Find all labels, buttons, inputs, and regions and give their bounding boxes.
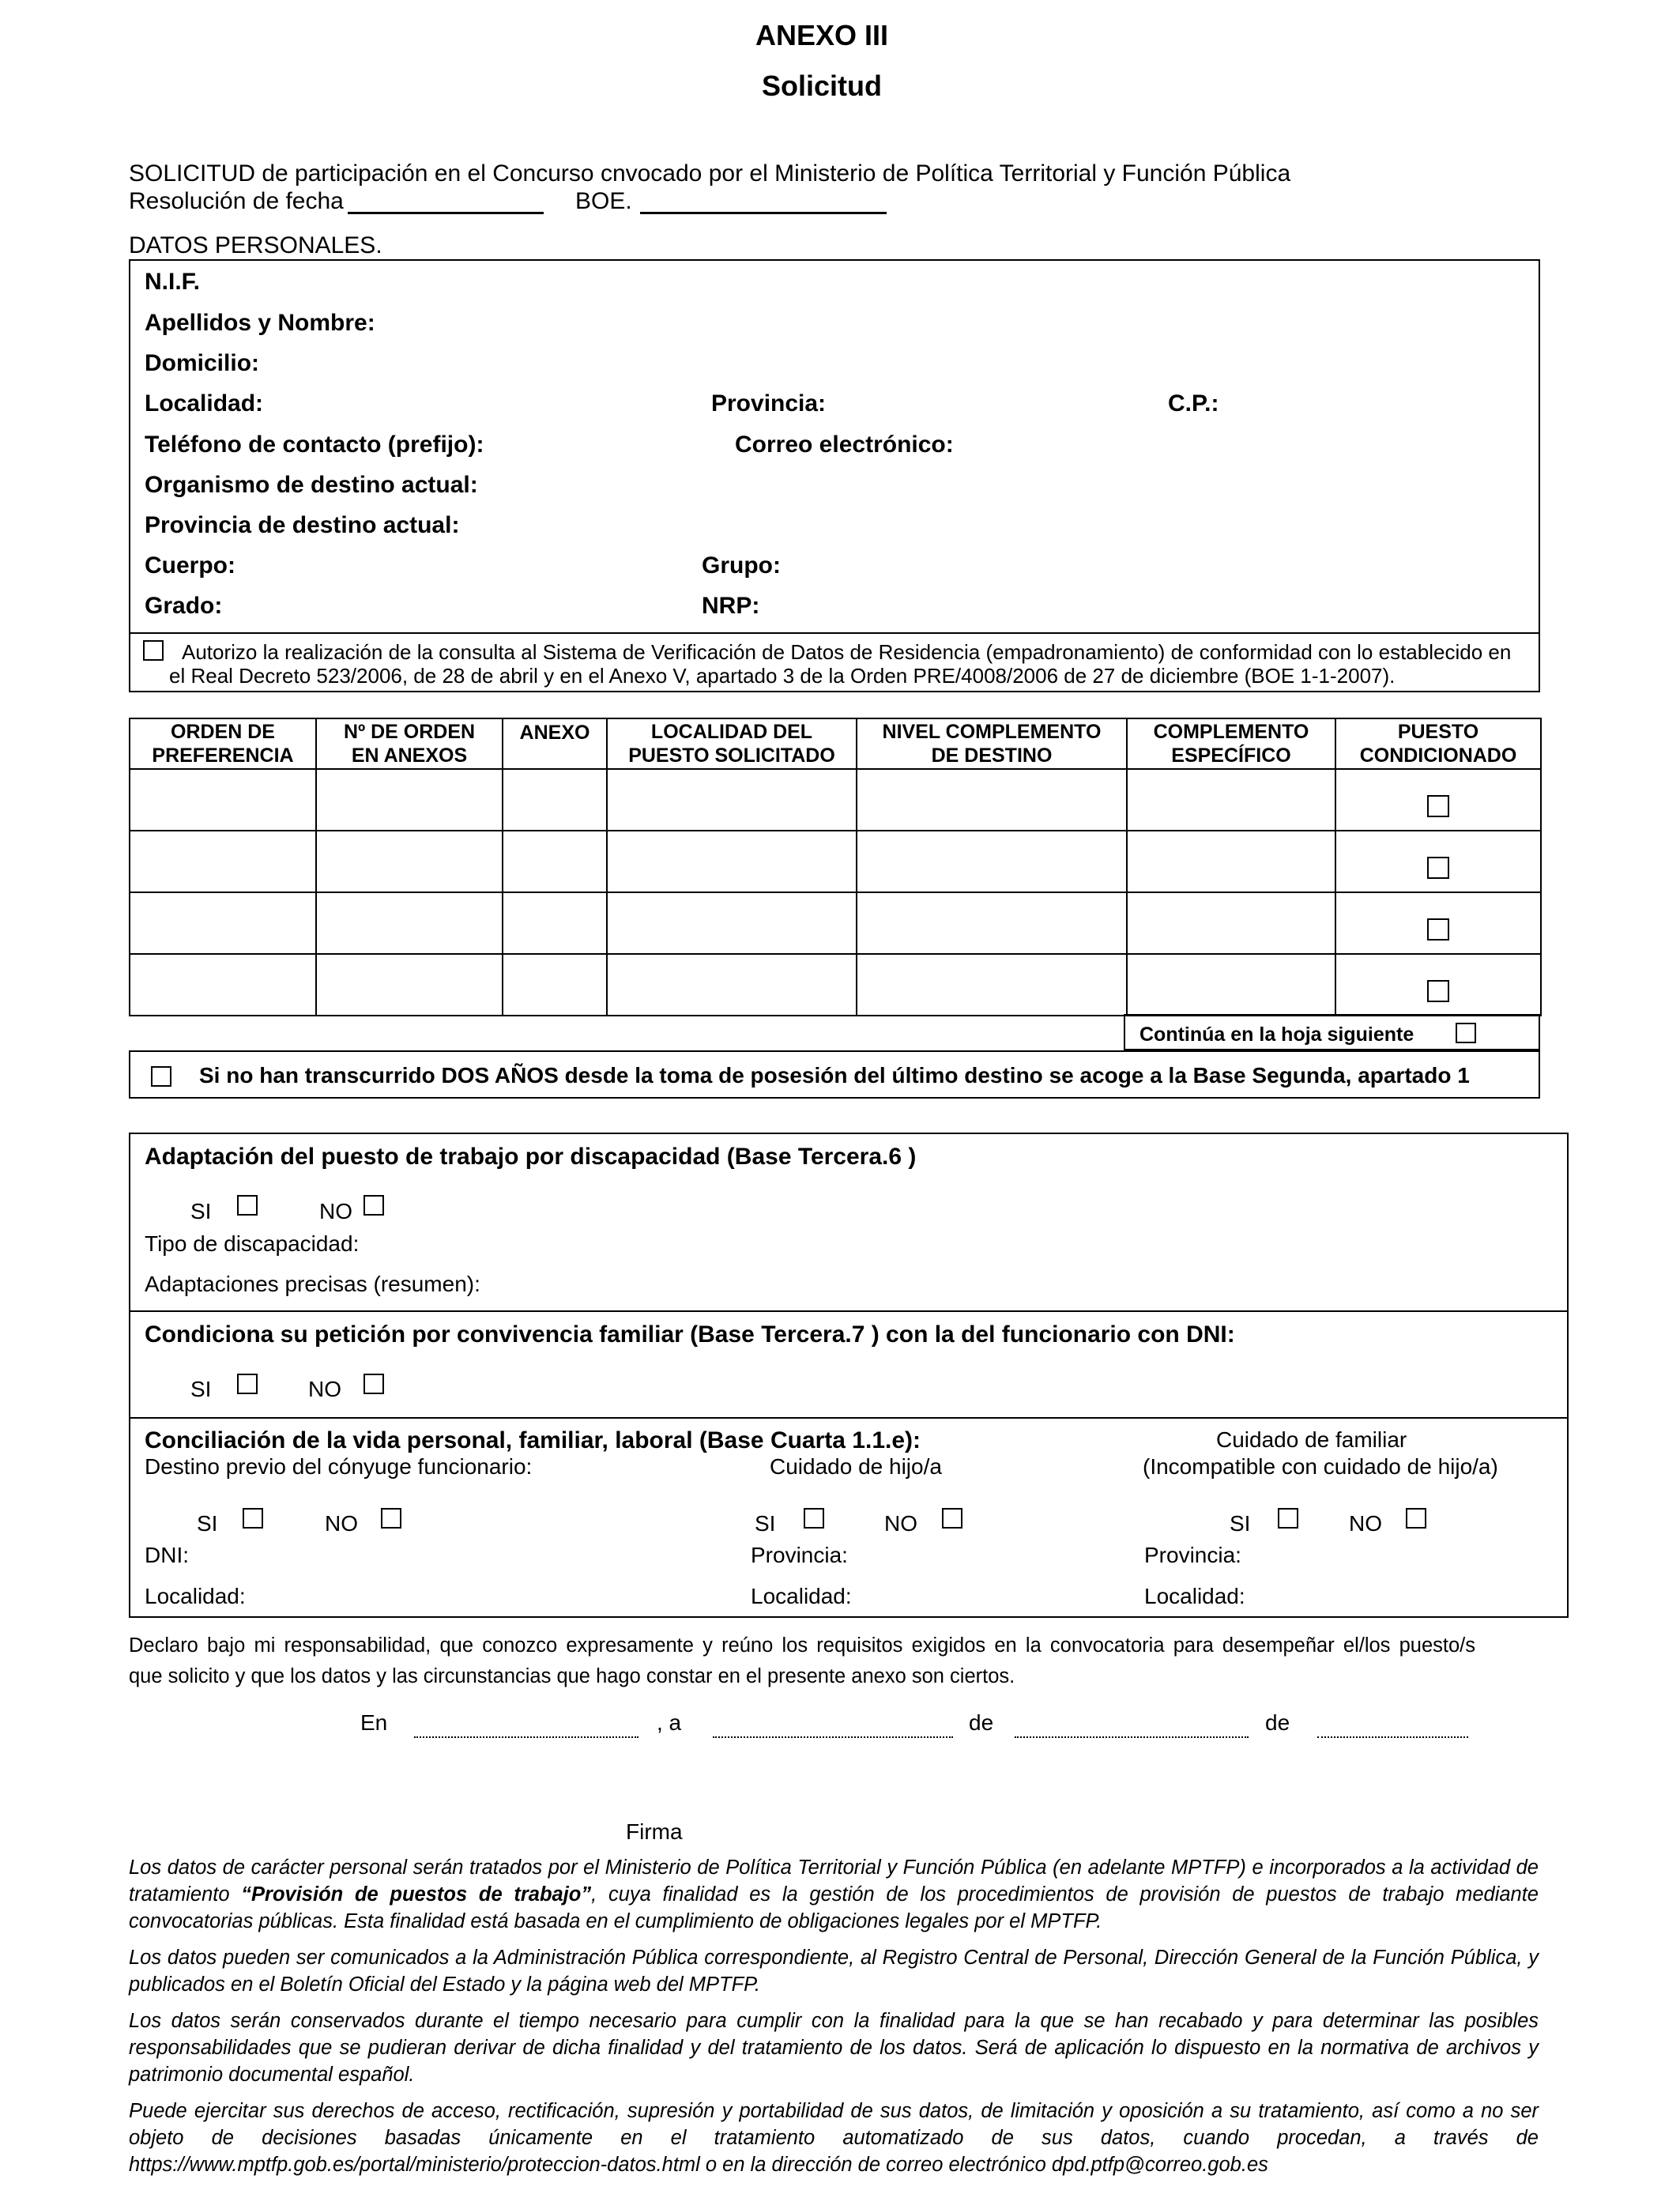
cell-input[interactable]	[130, 769, 316, 831]
col-nivel-complemento: NIVEL COMPLEMENTO DE DESTINO	[857, 718, 1127, 769]
dos-anos-checkbox[interactable]	[151, 1066, 171, 1087]
table-row	[130, 831, 1541, 892]
cell-condicionado	[1335, 892, 1541, 954]
convivencia-si-label: SI	[190, 1377, 212, 1401]
cuidado-hijo-title: Cuidado de hijo/a	[770, 1454, 942, 1479]
cuidado-familiar-title: Cuidado de familiar	[1216, 1427, 1407, 1452]
hijo-no-checkbox[interactable]	[942, 1508, 962, 1529]
divider	[129, 1417, 1569, 1419]
boe-field[interactable]	[640, 212, 887, 214]
convivencia-no-checkbox[interactable]	[363, 1374, 384, 1394]
continua-label: Continúa en la hoja siguiente	[1139, 1023, 1414, 1046]
cell-input[interactable]	[857, 769, 1127, 831]
hijo-si-checkbox[interactable]	[804, 1508, 824, 1529]
col-complemento-especifico: COMPLEMENTO ESPECÍFICO	[1127, 718, 1335, 769]
page-subtitle: Solicitud	[762, 70, 882, 102]
provincia-label: Provincia:	[711, 390, 827, 417]
divider	[129, 632, 1540, 634]
tipo-discapacidad-label: Tipo de discapacidad:	[145, 1231, 360, 1256]
cell-input[interactable]	[607, 954, 857, 1016]
de-label-1: de	[969, 1710, 994, 1735]
conciliacion-title: Conciliación de la vida personal, familiar, laboral (Base Cuarta 1.1.e):	[145, 1427, 921, 1453]
convivencia-title: Condiciona su petición por convivencia familiar (Base Tercera.7 ) con la del funcionario con DNI:	[145, 1321, 1235, 1348]
legal-paragraph-2: Los datos pueden ser comunicados a la Administración Pública correspondiente, al Registro Central de Personal, Dirección General de la Función Pública, y publicados en el Boletín Oficial del Estado y la página web del MPTFP.	[129, 1947, 1539, 1996]
nrp-label: NRP:	[702, 593, 760, 619]
lugar-field[interactable]	[414, 1736, 638, 1738]
col-orden-preferencia: ORDEN DE PREFERENCIA	[130, 718, 316, 769]
grado-label: Grado:	[145, 593, 223, 619]
provincia-destino-label: Provincia de destino actual:	[145, 512, 460, 538]
legal-paragraph-4: Puede ejercitar sus derechos de acceso, rectificación, supresión y portabilidad de sus datos, de limitación y oposición a su tratamiento, así como a no ser objeto de decisiones basadas únicamente en el tratamiento automatizado de sus datos, cuando procedan, a través de https://www.mptfp.gob.es/portal/ministerio/proteccion-datos.html o en la dirección de correo electrónico dpd.ptfp@correo.gob.es	[129, 2100, 1539, 2176]
cell-input[interactable]	[1127, 769, 1335, 831]
correo-label: Correo electrónico:	[735, 432, 954, 458]
condicionado-checkbox[interactable]	[1427, 857, 1449, 879]
table-header-row	[130, 718, 1541, 769]
a-label: , a	[657, 1710, 682, 1735]
intro-line: SOLICITUD de participación en el Concurso cnvocado por el Ministerio de Política Territorial y Función Pública	[129, 160, 1291, 187]
adaptacion-title: Adaptación del puesto de trabajo por discapacidad (Base Tercera.6 )	[145, 1144, 917, 1170]
autorizo-checkbox[interactable]	[143, 640, 164, 661]
cell-input[interactable]	[316, 769, 503, 831]
cell-input[interactable]	[316, 831, 503, 892]
en-label: En	[360, 1710, 388, 1735]
conyuge-no-label: NO	[325, 1511, 358, 1536]
incompatible-note: (Incompatible con cuidado de hijo/a)	[1143, 1454, 1498, 1479]
conyuge-localidad-label: Localidad:	[145, 1584, 246, 1608]
familiar-si-checkbox[interactable]	[1278, 1508, 1298, 1529]
dos-anos-text: Si no han transcurrido DOS AÑOS desde la toma de posesión del último destino se acoge a la Base Segunda, apartado 1	[199, 1063, 1470, 1088]
firma-label: Firma	[626, 1819, 683, 1844]
col-localidad: LOCALIDAD DEL PUESTO SOLICITADO	[607, 718, 857, 769]
continua-checkbox[interactable]	[1456, 1023, 1476, 1043]
convivencia-no-label: NO	[308, 1377, 341, 1401]
dni-label: DNI:	[145, 1543, 189, 1567]
conyuge-si-label: SI	[197, 1511, 218, 1536]
boe-label: BOE.	[575, 188, 632, 214]
cell-input[interactable]	[1127, 892, 1335, 954]
mes-field[interactable]	[1015, 1736, 1249, 1738]
table-row	[130, 954, 1541, 1016]
autorizo-text-1: Autorizo la realización de la consulta al Sistema de Verificación de Datos de Residencia (empadronamiento) de conformidad con lo establecido en	[182, 640, 1512, 664]
cuerpo-label: Cuerpo:	[145, 552, 235, 579]
legal-paragraph-3: Los datos serán conservados durante el tiempo necesario para cumplir con la finalidad para la que se han recabado y para determinar las posibles responsabilidades que se pudieran derivar de dicha finalidad y del tratamiento de los datos. Será de aplicación lo dispuesto en la normativa de archivos y patrimonio documental español.	[129, 2010, 1539, 2086]
localidad-label: Localidad:	[145, 390, 264, 417]
familiar-no-label: NO	[1349, 1511, 1382, 1536]
cell-input[interactable]	[316, 892, 503, 954]
cell-input[interactable]	[316, 954, 503, 1016]
condicionado-checkbox[interactable]	[1427, 918, 1449, 941]
adaptacion-si-checkbox[interactable]	[237, 1195, 258, 1216]
cell-input[interactable]	[857, 954, 1127, 1016]
convivencia-si-checkbox[interactable]	[237, 1374, 258, 1394]
cell-input[interactable]	[503, 954, 607, 1016]
condicionado-checkbox[interactable]	[1427, 980, 1449, 1002]
conyuge-title: Destino previo del cónyuge funcionario:	[145, 1454, 533, 1479]
hijo-si-label: SI	[755, 1511, 776, 1536]
familiar-localidad-label: Localidad:	[1144, 1584, 1245, 1608]
cell-input[interactable]	[130, 892, 316, 954]
legal-paragraph-1: Los datos de carácter personal serán tratados por el Ministerio de Política Territorial y Función Pública (en adelante MPTFP) e incorporados a la actividad de tratamiento “Provisión de puestos de trabajo”, cuya finalidad es la gestión de los procedimientos de provisión de puestos de trabajo mediante convocatorias públicas. Esta finalidad está basada en el cumplimiento de obligaciones legales por el MPTFP.	[129, 1857, 1539, 1932]
col-anexo: ANEXO	[503, 718, 607, 769]
cell-condicionado	[1335, 954, 1541, 1016]
personal-section-label: DATOS PERSONALES.	[129, 232, 382, 258]
cell-condicionado	[1335, 831, 1541, 892]
resolucion-label: Resolución de fecha	[129, 188, 344, 214]
adaptaciones-label: Adaptaciones precisas (resumen):	[145, 1272, 480, 1296]
cell-input[interactable]	[130, 954, 316, 1016]
autorizo-text-2: el Real Decreto 523/2006, de 28 de abril y en el Anexo V, apartado 3 de la Orden PRE/4008/2006 de 27 de diciembre (BOE 1-1-2007).	[169, 664, 1396, 688]
cell-condicionado	[1335, 769, 1541, 831]
resolucion-date-field[interactable]	[348, 212, 544, 214]
cell-input[interactable]	[1127, 831, 1335, 892]
table-row	[130, 769, 1541, 831]
adaptacion-no-checkbox[interactable]	[363, 1195, 384, 1216]
adaptacion-si-label: SI	[190, 1199, 212, 1223]
condicionado-checkbox[interactable]	[1427, 795, 1449, 817]
cell-input[interactable]	[1127, 954, 1335, 1016]
conyuge-no-checkbox[interactable]	[381, 1508, 401, 1529]
cell-input[interactable]	[607, 769, 857, 831]
nif-label: N.I.F.	[145, 269, 201, 295]
familiar-si-label: SI	[1230, 1511, 1251, 1536]
cell-input[interactable]	[503, 831, 607, 892]
annex-title: ANEXO III	[755, 19, 889, 51]
apellidos-label: Apellidos y Nombre:	[145, 310, 375, 336]
divider	[129, 1310, 1569, 1312]
de-label-2: de	[1265, 1710, 1290, 1735]
grupo-label: Grupo:	[702, 552, 781, 579]
cell-input[interactable]	[857, 892, 1127, 954]
col-numero-orden: Nº DE ORDEN EN ANEXOS	[316, 718, 503, 769]
cell-input[interactable]	[503, 769, 607, 831]
declaracion-line-2: que solicito y que los datos y las circunstancias que hago constar en el presente anexo son ciertos.	[129, 1665, 1015, 1687]
ano-field[interactable]	[1317, 1736, 1468, 1738]
cell-input[interactable]	[503, 892, 607, 954]
col-puesto-condicionado: PUESTO CONDICIONADO	[1335, 718, 1541, 769]
domicilio-label: Domicilio:	[145, 350, 260, 376]
conyuge-si-checkbox[interactable]	[243, 1508, 263, 1529]
cell-input[interactable]	[607, 892, 857, 954]
hijo-localidad-label: Localidad:	[751, 1584, 852, 1608]
declaracion-line-1: Declaro bajo mi responsabilidad, que conozco expresamente y reúno los requisitos exigidos en la convocatoria para desempeñar el/los puesto/s	[129, 1634, 1475, 1657]
cell-input[interactable]	[130, 831, 316, 892]
cell-input[interactable]	[857, 831, 1127, 892]
cell-input[interactable]	[607, 831, 857, 892]
hijo-no-label: NO	[884, 1511, 917, 1536]
familiar-no-checkbox[interactable]	[1406, 1508, 1426, 1529]
cp-label: C.P.:	[1168, 390, 1219, 417]
telefono-label: Teléfono de contacto (prefijo):	[145, 432, 484, 458]
adaptacion-no-label: NO	[319, 1199, 352, 1223]
familiar-provincia-label: Provincia:	[1144, 1543, 1241, 1567]
dia-field[interactable]	[713, 1736, 953, 1738]
hijo-provincia-label: Provincia:	[751, 1543, 848, 1567]
puestos-table	[129, 718, 1542, 1016]
organismo-label: Organismo de destino actual:	[145, 472, 478, 498]
table-row	[130, 892, 1541, 954]
